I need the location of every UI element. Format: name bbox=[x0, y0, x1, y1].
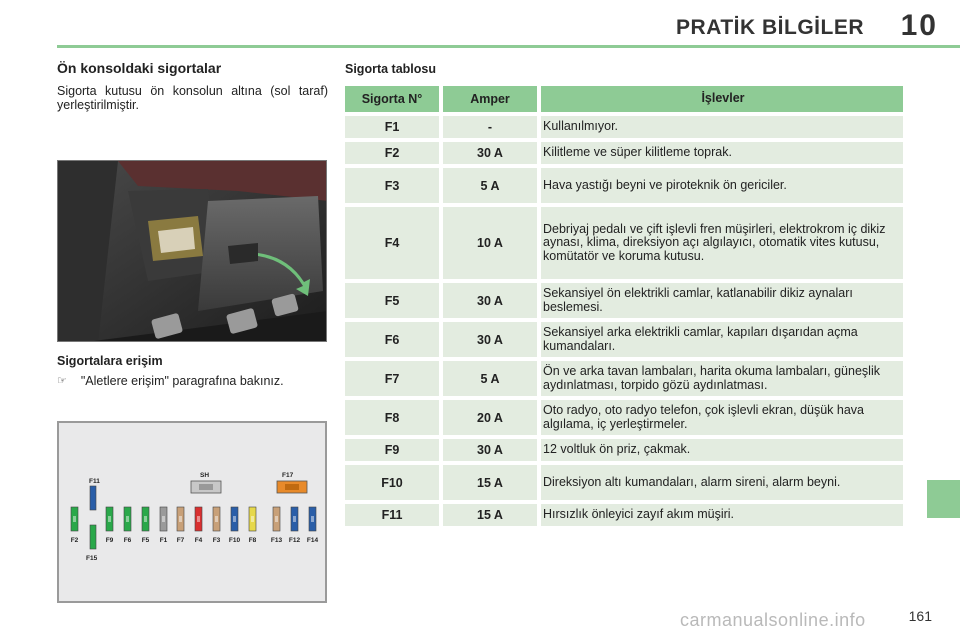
fuse-number-cell: F7 bbox=[345, 361, 439, 396]
function-cell: Ön ve arka tavan lambaları, harita okuma lambaları, güneşlik aydınlatması, torpido gözü aydınlatması. bbox=[541, 361, 903, 396]
amp-cell: 15 A bbox=[443, 504, 537, 526]
amp-cell: 5 A bbox=[443, 168, 537, 203]
table-row bbox=[345, 283, 903, 318]
fuse-row bbox=[71, 507, 319, 544]
access-title: Sigortalara erişim bbox=[57, 354, 163, 368]
fuse-label-f1: F1 bbox=[159, 537, 168, 544]
table-row bbox=[345, 465, 903, 500]
fuse-table bbox=[345, 86, 903, 530]
access-reference bbox=[57, 374, 332, 388]
fuse-label-f17: F17 bbox=[282, 472, 294, 479]
fuse-number-cell: F2 bbox=[345, 142, 439, 164]
fuse-number-cell: F9 bbox=[345, 439, 439, 461]
amp-cell: 20 A bbox=[443, 400, 537, 435]
table-title: Sigorta tablosu bbox=[345, 62, 436, 76]
fuse-label-f2: F2 bbox=[70, 537, 79, 544]
amp-cell: 10 A bbox=[443, 207, 537, 279]
access-reference-text: "Aletlere erişim" paragrafına bakınız. bbox=[80, 374, 284, 388]
table-header-row bbox=[345, 86, 903, 112]
fuse-number-cell: F6 bbox=[345, 322, 439, 357]
function-cell: Hava yastığı beyni ve piroteknik ön gericiler. bbox=[541, 168, 903, 203]
fuse-label-f12: F12 bbox=[288, 537, 301, 544]
section-title: Ön konsoldaki sigortalar bbox=[57, 60, 222, 76]
table-row bbox=[345, 439, 903, 461]
fuse-label-f8: F8 bbox=[248, 537, 257, 544]
fuse-label-f6: F6 bbox=[123, 537, 132, 544]
header-rule bbox=[57, 45, 960, 48]
fuse-layout bbox=[59, 423, 325, 601]
table-body bbox=[345, 116, 903, 526]
fuse-number-cell: F3 bbox=[345, 168, 439, 203]
amp-cell: - bbox=[443, 116, 537, 138]
fuse-number-cell: F10 bbox=[345, 465, 439, 500]
amp-cell: 30 A bbox=[443, 142, 537, 164]
fuse-label-f9: F9 bbox=[105, 537, 114, 544]
fuse-label-f5: F5 bbox=[141, 537, 150, 544]
function-cell: Kullanılmıyor. bbox=[541, 116, 903, 138]
chapter-number: 10 bbox=[900, 9, 938, 42]
fuse-f11 bbox=[90, 486, 96, 510]
table-row bbox=[345, 142, 903, 164]
page-header-title: PRATİK BİLGİLER bbox=[676, 16, 864, 39]
intro-text: Sigorta kutusu ön konsolun altına (sol taraf) yerleştirilmiştir. bbox=[57, 84, 328, 112]
fuse-label-sh: SH bbox=[200, 472, 210, 479]
fuse-label-f15: F15 bbox=[86, 555, 98, 562]
fuse-label-f4: F4 bbox=[194, 537, 203, 544]
chapter-side-tab bbox=[927, 480, 960, 518]
fuse-box-diagram bbox=[57, 421, 327, 603]
table-row bbox=[345, 361, 903, 396]
watermark: carmanualsonline.info bbox=[680, 610, 866, 630]
function-cell: Hırsızlık önleyici zayıf akım müşiri. bbox=[541, 504, 903, 526]
table-row bbox=[345, 207, 903, 279]
amp-cell: 30 A bbox=[443, 439, 537, 461]
fuse-label-f7: F7 bbox=[176, 537, 185, 544]
table-row bbox=[345, 322, 903, 357]
table-row bbox=[345, 168, 903, 203]
amp-cell: 30 A bbox=[443, 283, 537, 318]
page-number: 161 bbox=[908, 608, 932, 624]
header-functions: İşlevler bbox=[541, 86, 903, 112]
pointing-hand-icon: ☞ bbox=[57, 375, 67, 387]
fuse-number-cell: F4 bbox=[345, 207, 439, 279]
function-cell: Debriyaj pedalı ve çift işlevli fren müşirleri, elektrokrom iç dikiz aynası, klima, direksiyon açı algılayıcı, otomatik vites kutusu, komütatör ve koruma kutusu. bbox=[541, 207, 903, 279]
fuse-number-cell: F11 bbox=[345, 504, 439, 526]
fuse-label-f3: F3 bbox=[212, 537, 221, 544]
table-row bbox=[345, 116, 903, 138]
table-row bbox=[345, 400, 903, 435]
table-row bbox=[345, 504, 903, 526]
fuse-number-cell: F1 bbox=[345, 116, 439, 138]
header-fuse-no: Sigorta N° bbox=[345, 86, 439, 112]
fuse-label-f13: F13 bbox=[270, 537, 283, 544]
header-amp: Amper bbox=[443, 86, 537, 112]
function-cell: 12 voltluk ön priz, çakmak. bbox=[541, 439, 903, 461]
amp-cell: 15 A bbox=[443, 465, 537, 500]
fuse-number-cell: F8 bbox=[345, 400, 439, 435]
function-cell: Oto radyo, oto radyo telefon, çok işlevli ekran, düşük hava algılama, iç yerleştirmeler. bbox=[541, 400, 903, 435]
amp-cell: 30 A bbox=[443, 322, 537, 357]
function-cell: Direksiyon altı kumandaları, alarm sireni, alarm beyni. bbox=[541, 465, 903, 500]
function-cell: Sekansiyel ön elektrikli camlar, katlanabilir dikiz aynaları beslemesi. bbox=[541, 283, 903, 318]
fuse-label-f10: F10 bbox=[228, 537, 241, 544]
console-photo-illustration bbox=[58, 161, 327, 342]
fuse-f15 bbox=[90, 525, 96, 549]
function-cell: Kilitleme ve süper kilitleme toprak. bbox=[541, 142, 903, 164]
function-cell: Sekansiyel arka elektrikli camlar, kapıları dışarıdan açma kumandaları. bbox=[541, 322, 903, 357]
console-photo bbox=[57, 160, 327, 342]
fuse-label-f14: F14 bbox=[306, 537, 319, 544]
fuse-number-cell: F5 bbox=[345, 283, 439, 318]
amp-cell: 5 A bbox=[443, 361, 537, 396]
left-column bbox=[57, 60, 328, 112]
fuse-label-f11: F11 bbox=[89, 478, 100, 485]
